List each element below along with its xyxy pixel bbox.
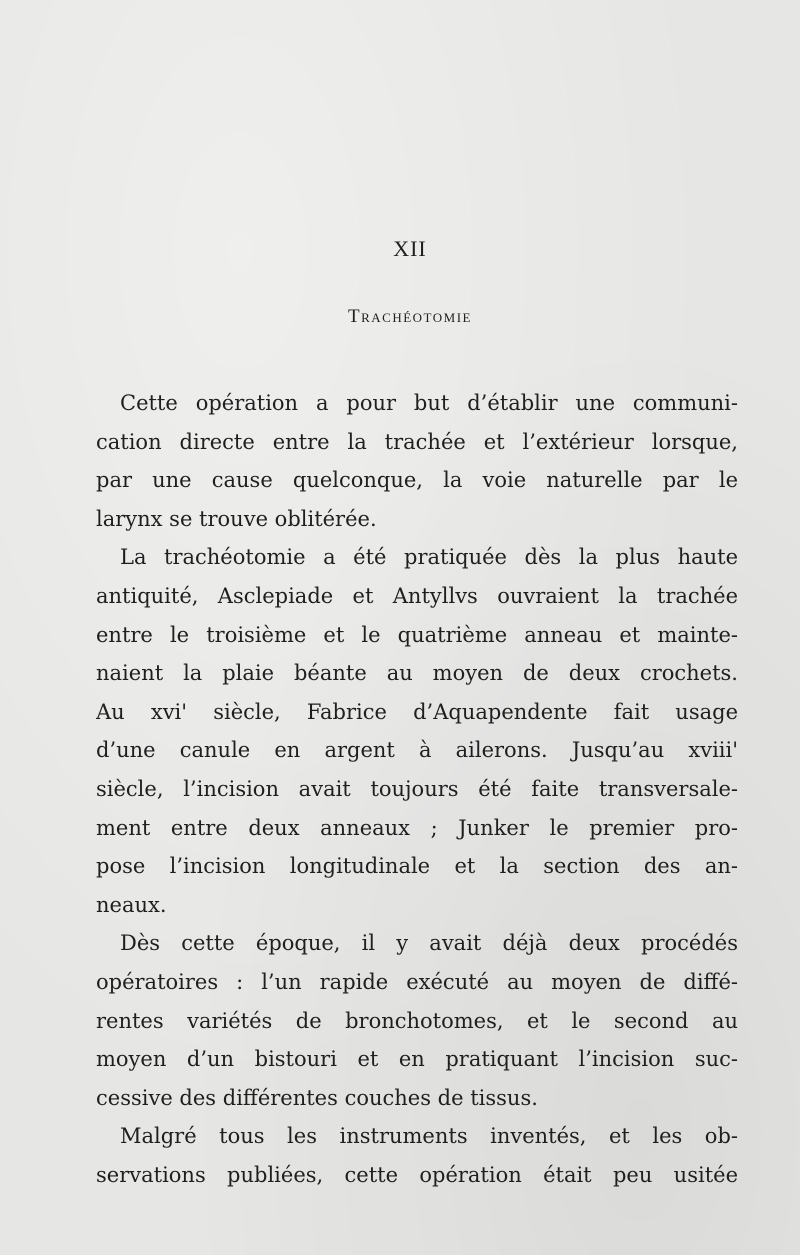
text-line: antiquité, Asclepiade et Antyllvs ouvraient la trachée (96, 583, 738, 608)
text-line: Dès cette époque, il y avait déjà deux procédés (120, 931, 738, 956)
text-line: Au xvi' siècle, Fabrice d’Aquapendente fait usage (96, 699, 738, 724)
paragraph-4 (96, 1117, 738, 1194)
text-line: rentes variétés de bronchotomes, et le second au (96, 1008, 738, 1033)
chapter-number: XII (393, 236, 427, 261)
chapter-title: Trachéotomie (348, 306, 472, 327)
text-line: entre le troisième et le quatrième anneau et mainte- (96, 622, 738, 647)
text-line: cation directe entre la trachée et l’extérieur lorsque, (96, 429, 738, 454)
text-line: larynx se trouve oblitérée. (96, 506, 377, 531)
text-line: pose l’incision longitudinale et la section des an- (96, 854, 738, 879)
text-line: d’une canule en argent à ailerons. Jusqu’au xviii' (96, 738, 738, 763)
text-line: opératoires : l’un rapide exécuté au moyen de diffé- (96, 969, 738, 994)
text-line: servations publiées, cette opération était peu usitée (96, 1162, 738, 1187)
text-line: naient la plaie béante au moyen de deux crochets. (96, 661, 738, 686)
text-line: siècle, l’incision avait toujours été faite transversale- (96, 776, 738, 801)
text-line: par une cause quelconque, la voie naturelle par le (96, 468, 738, 493)
text-line: moyen d’un bistouri et en pratiquant l’incision suc- (96, 1047, 738, 1072)
paragraph-1 (96, 384, 738, 538)
text-line: La trachéotomie a été pratiquée dès la plus haute (120, 545, 738, 570)
body-text (96, 384, 738, 1194)
text-line: Cette opération a pour but d’établir une communi- (120, 391, 738, 415)
paragraph-2 (96, 538, 738, 924)
text-line: neaux. (96, 892, 167, 917)
text-line: ment entre deux anneaux ; Junker le premier pro- (96, 815, 738, 840)
text-line: cessive des différentes couches de tissus. (96, 1085, 538, 1110)
text-line: Malgré tous les instruments inventés, et les ob- (120, 1124, 738, 1149)
paragraph-3 (96, 924, 738, 1117)
